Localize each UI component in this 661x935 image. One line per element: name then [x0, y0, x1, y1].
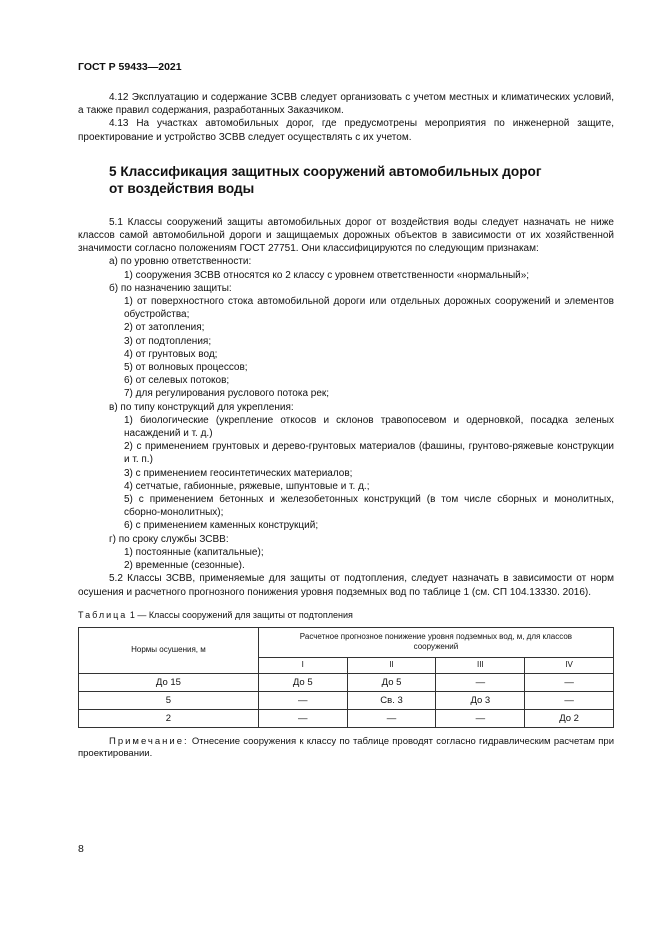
page-number: 8	[78, 843, 84, 855]
table-note	[78, 736, 614, 760]
header-class-2: II	[347, 657, 436, 673]
table-cell: —	[258, 691, 347, 709]
section-5-title-line-2: от воздействия воды	[109, 180, 255, 196]
row-norm: 5	[79, 691, 259, 709]
table-caption-label: Таблица	[78, 609, 128, 620]
list-item-v-4: 4) сетчатые, габионные, ряжевые, шпунтовые и т. д.;	[124, 480, 370, 492]
table-cell: —	[258, 709, 347, 727]
row-norm: 2	[79, 709, 259, 727]
section-5-title-line-1: 5 Классификация защитных сооружений автомобильных дорог	[109, 163, 542, 179]
paragraph-5-2: 5.2 Классы ЗСВВ, применяемые для защиты от подтопления, следует назначать в зависимости от норм осушения и расчетного прогнозного понижения уровня подземных вод по таблице 1 (см. СП 104.13330. 2016).	[78, 573, 614, 598]
table-cell: Св. 3	[347, 691, 436, 709]
table-caption-text: 1 — Классы сооружений для защиты от подтопления	[129, 609, 353, 620]
list-item-b-7: 7) для регулирования руслового потока рек;	[124, 388, 330, 400]
table-caption	[78, 609, 614, 621]
list-item-v-2: 2) с применением грунтовых и дерево-грунтовых материалов (фашины, грунтово-ряжевые конструкции и т. п.)	[124, 441, 614, 466]
list-item-a: а) по уровню ответственности:	[109, 256, 252, 268]
list-item-b: б) по назначению защиты:	[109, 282, 232, 294]
list-item-b-5: 5) от волновых процессов;	[124, 362, 248, 374]
paragraph-4-12: 4.12 Эксплуатацию и содержание ЗСВВ следует организовать с учетом местных и климатических условий, а также правил содержания, разработанных Заказчиком.	[78, 92, 614, 117]
table-row	[79, 709, 614, 727]
header-class-1: I	[258, 657, 347, 673]
list-item-v-3: 3) с применением геосинтетических материалов;	[124, 467, 353, 479]
paragraph-4-13: 4.13 На участках автомобильных дорог, где предусмотрены мероприятия по инженерной защите, проектирование и устройство ЗСВВ следует осуществлять с их учетом.	[78, 118, 614, 143]
list-item-g: г) по сроку службы ЗСВВ:	[109, 533, 229, 545]
table-cell: —	[525, 691, 614, 709]
row-norm: До 15	[79, 673, 259, 691]
section-5-title	[109, 163, 614, 197]
note-label: Примечание:	[109, 735, 189, 747]
list-item-g-2: 2) временные (сезонные).	[124, 560, 245, 572]
list-item-b-3: 3) от подтопления;	[124, 335, 212, 347]
table-cell: —	[525, 673, 614, 691]
header-class-3: III	[436, 657, 525, 673]
list-item-v-6: 6) с применением каменных конструкций;	[124, 520, 319, 532]
list-item-g-1: 1) постоянные (капитальные);	[124, 546, 264, 558]
page-content	[78, 91, 614, 760]
table-row	[79, 691, 614, 709]
classes-table	[78, 627, 614, 728]
table-cell: —	[436, 673, 525, 691]
list-item-b-6: 6) от селевых потоков;	[124, 375, 230, 387]
list-item-a-1: 1) сооружения ЗСВВ относятся ко 2 классу с уровнем ответственности «нормальный»;	[124, 269, 530, 281]
table-cell: —	[347, 709, 436, 727]
table-cell: До 5	[258, 673, 347, 691]
list-item-b-4: 4) от грунтовых вод;	[124, 348, 218, 360]
table-header-row	[79, 627, 614, 657]
table-row	[79, 673, 614, 691]
table-cell: —	[436, 709, 525, 727]
note-text: Отнесение сооружения к классу по таблице проводят согласно гидравлическим расчетам при проектировании.	[78, 735, 615, 759]
table-cell: До 3	[436, 691, 525, 709]
header-class-4: IV	[525, 657, 614, 673]
list-item-v-1: 1) биологические (укрепление откосов и склонов травопосевом и одерновкой, посадка зеленых насаждений и т. д.)	[124, 414, 614, 440]
list-item-b-2: 2) от затопления;	[124, 322, 205, 334]
header-drainage-norms: Нормы осушения, м	[79, 627, 259, 673]
paragraph-5-1: 5.1 Классы сооружений защиты автомобильных дорог от воздействия воды следует назначать не ниже классов самой автомобильной дороги и защищаемых дорожных объектов в зависимости от их хозяйственной значимости согласно положениям ГОСТ 27751. Они классифицируются по следующим признакам:	[78, 216, 614, 255]
list-item-v: в) по типу конструкций для укрепления:	[109, 401, 294, 413]
list-item-v-5: 5) с применением бетонных и железобетонных конструкций (в том числе сборных и монолитных, сборно-монолитных);	[124, 494, 614, 519]
table-cell: До 5	[347, 673, 436, 691]
list-item-b-1: 1) от поверхностного стока автомобильной дороги или отдельных дорожных сооружений и элементов обустройства;	[124, 296, 614, 321]
document-header: ГОСТ Р 59433—2021	[78, 61, 182, 73]
table-cell: До 2	[525, 709, 614, 727]
header-forecast-decrease: Расчетное прогнозное понижение уровня подземных вод, м, для классов сооружений	[258, 627, 613, 657]
